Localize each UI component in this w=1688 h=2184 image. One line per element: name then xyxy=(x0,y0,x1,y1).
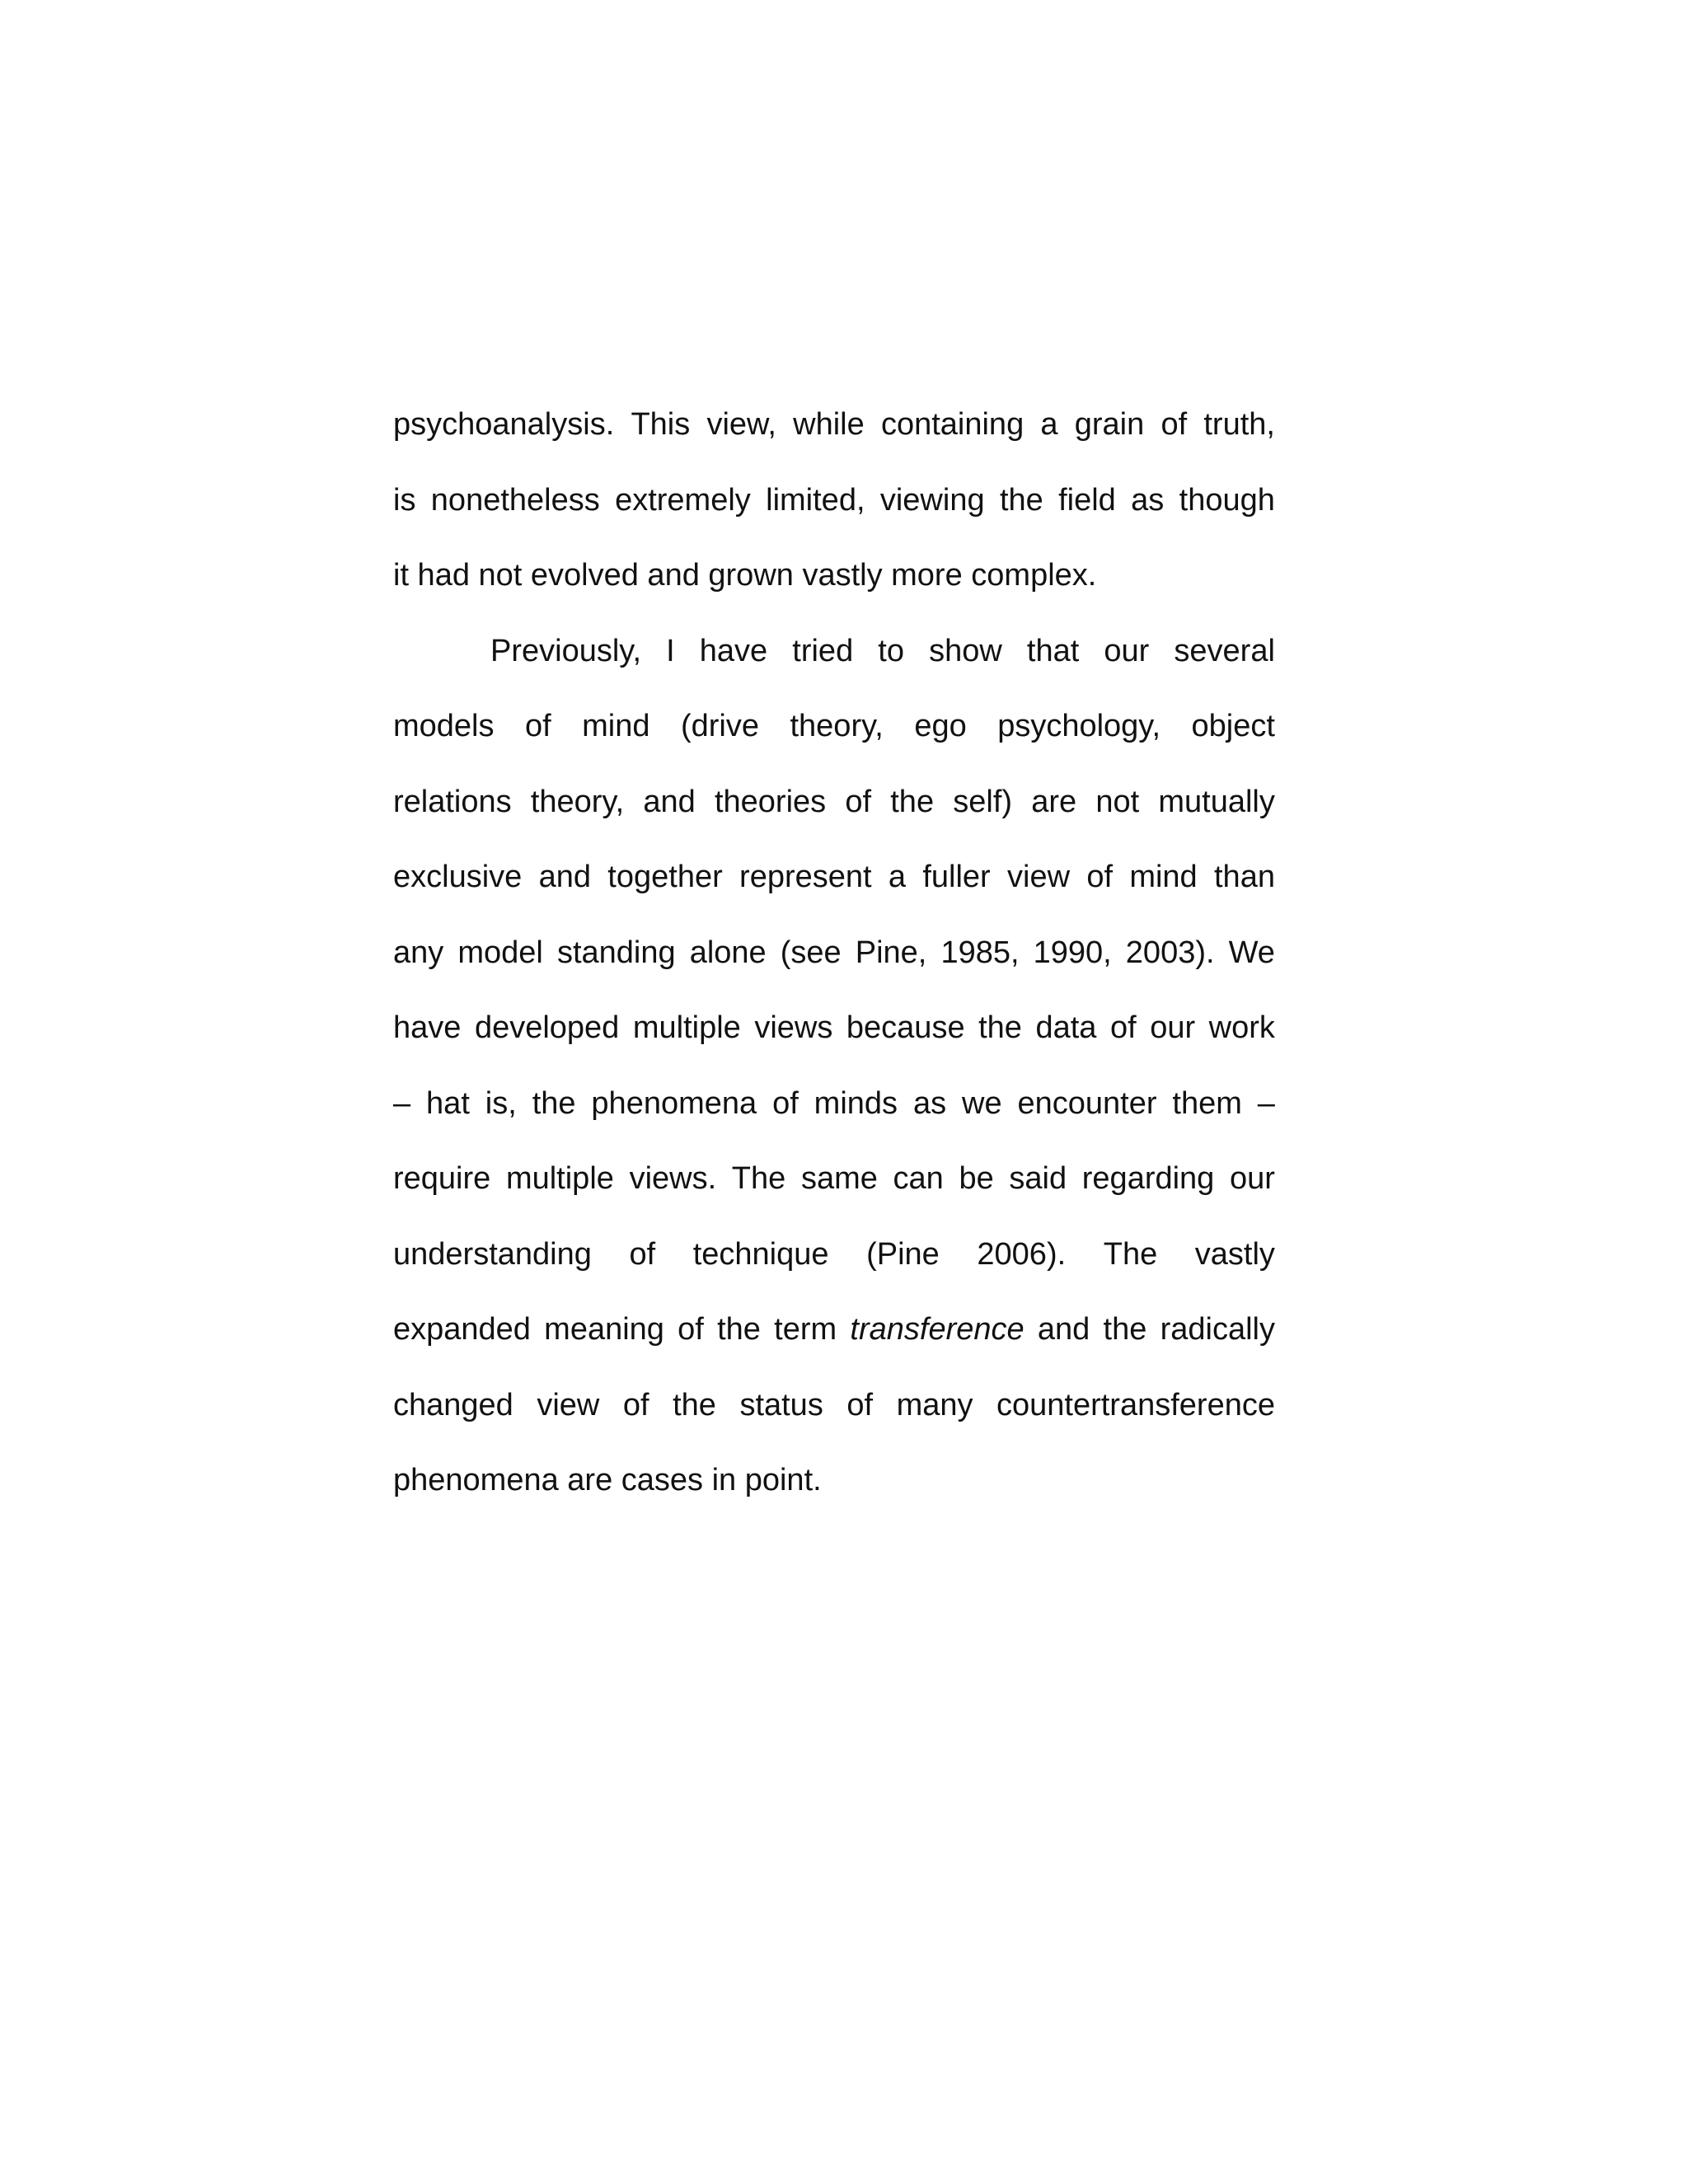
word: minds xyxy=(814,1085,898,1121)
word: require xyxy=(393,1161,491,1196)
word: the xyxy=(890,784,935,819)
text-line-11 xyxy=(393,1141,1275,1217)
word: though xyxy=(1179,482,1275,518)
word: viewing xyxy=(879,482,985,518)
word: understanding xyxy=(393,1236,592,1272)
word: is, xyxy=(485,1085,517,1121)
word: model xyxy=(457,935,543,970)
word: relations xyxy=(393,784,512,819)
text-line-15 xyxy=(393,1443,1275,1519)
word: the xyxy=(673,1387,716,1422)
word: not xyxy=(1095,784,1140,819)
word: than xyxy=(1214,860,1275,894)
word: the xyxy=(978,1010,1022,1045)
word: models xyxy=(393,709,495,743)
word: grain xyxy=(1074,407,1145,442)
word: our xyxy=(1229,1161,1275,1196)
text-line-7 xyxy=(393,840,1275,916)
word: have xyxy=(393,1010,462,1045)
word: several xyxy=(1174,633,1275,668)
word: of xyxy=(678,1312,704,1347)
word: mutually xyxy=(1158,784,1275,819)
paragraph-last-line: it had not evolved and grown vastly more complex. xyxy=(393,558,1097,593)
word: technique xyxy=(692,1236,829,1272)
text-line-13 xyxy=(393,1292,1275,1368)
word: of xyxy=(772,1085,799,1121)
justified-line xyxy=(393,463,1275,539)
word: limited, xyxy=(766,482,865,518)
word: work xyxy=(1208,1010,1275,1045)
word: (Pine xyxy=(866,1236,940,1272)
word: views xyxy=(754,1010,833,1045)
text-line-14 xyxy=(393,1368,1275,1444)
word: changed xyxy=(393,1387,513,1422)
justified-line xyxy=(393,991,1275,1066)
word: views. xyxy=(629,1161,717,1196)
word: is xyxy=(393,482,416,518)
word: of xyxy=(1109,1010,1137,1045)
word: The xyxy=(731,1161,786,1196)
word: standing xyxy=(556,935,676,970)
justified-line xyxy=(393,1141,1275,1217)
word: radically xyxy=(1160,1312,1275,1347)
word: developed xyxy=(474,1010,620,1045)
word: and xyxy=(643,784,696,819)
word: multiple xyxy=(505,1161,614,1196)
word: regarding xyxy=(1081,1161,1215,1196)
word: psychoanalysis. xyxy=(393,407,615,442)
justified-line xyxy=(393,1217,1275,1293)
word: to xyxy=(878,633,904,668)
word: 2006). xyxy=(977,1236,1067,1272)
word: theory, xyxy=(790,709,884,743)
word: transference xyxy=(850,1312,1025,1347)
word: vastly xyxy=(1194,1236,1275,1272)
word: view xyxy=(1007,860,1071,894)
word: self) xyxy=(953,784,1013,819)
word: ego xyxy=(914,709,967,743)
word: the xyxy=(717,1312,761,1347)
word: our xyxy=(1150,1010,1196,1045)
word: phenomena xyxy=(591,1085,757,1121)
justified-line xyxy=(393,840,1275,916)
text-line-8 xyxy=(393,916,1275,991)
word: be xyxy=(959,1161,994,1196)
word: view, xyxy=(706,407,776,442)
word: have xyxy=(699,633,768,668)
word: 1985, xyxy=(940,935,1020,970)
word: same xyxy=(800,1161,878,1196)
word: object xyxy=(1191,709,1275,743)
word: because xyxy=(846,1010,965,1045)
word: said xyxy=(1009,1161,1067,1196)
word: data xyxy=(1035,1010,1097,1045)
word: that xyxy=(1026,633,1080,668)
word: and xyxy=(1037,1312,1090,1347)
indented-justified-line xyxy=(393,614,1275,690)
word: term xyxy=(774,1312,837,1347)
word: them xyxy=(1172,1085,1242,1121)
justified-line xyxy=(393,689,1275,765)
justified-line xyxy=(393,1368,1275,1444)
word: Previously, xyxy=(490,633,642,668)
word: mind xyxy=(1129,860,1198,894)
word: can xyxy=(893,1161,944,1196)
word: 2003). xyxy=(1125,935,1215,970)
word: containing xyxy=(880,407,1025,442)
word: of xyxy=(629,1236,656,1272)
word: 1990, xyxy=(1033,935,1112,970)
word: I xyxy=(666,633,675,668)
word: theory, xyxy=(530,784,625,819)
word: any xyxy=(393,935,444,970)
justified-line-with-italic xyxy=(393,1292,1275,1368)
paragraph-last-line: phenomena are cases in point. xyxy=(393,1463,822,1497)
word: truth, xyxy=(1203,407,1275,442)
word: of xyxy=(845,784,872,819)
word: theories xyxy=(714,784,827,819)
word: together xyxy=(607,860,723,894)
text-line-10 xyxy=(393,1066,1275,1142)
word: view xyxy=(537,1387,600,1422)
word: encounter xyxy=(1017,1085,1157,1121)
word: as xyxy=(912,1085,947,1121)
justified-line xyxy=(393,916,1275,991)
justified-line xyxy=(393,387,1275,463)
justified-line xyxy=(393,765,1275,841)
word: multiple xyxy=(632,1010,741,1045)
word: we xyxy=(962,1085,1002,1121)
word: psychology, xyxy=(997,709,1161,743)
word: our xyxy=(1104,633,1150,668)
word: The xyxy=(1103,1236,1158,1272)
text-line-6 xyxy=(393,765,1275,841)
word: while xyxy=(793,407,865,442)
text-line-1 xyxy=(393,387,1275,463)
word: exclusive xyxy=(393,860,523,894)
word: field xyxy=(1058,482,1116,518)
word: represent xyxy=(739,860,872,894)
word: fuller xyxy=(922,860,991,894)
word: a xyxy=(1040,407,1058,442)
word: as xyxy=(1131,482,1165,518)
word: Pine, xyxy=(855,935,927,970)
word: are xyxy=(1031,784,1077,819)
word: This xyxy=(631,407,691,442)
word: (see xyxy=(780,935,842,970)
word: meaning xyxy=(544,1312,664,1347)
body-text xyxy=(393,387,1275,1519)
word: of xyxy=(622,1387,649,1422)
word: the xyxy=(532,1085,576,1121)
word: of xyxy=(1160,407,1188,442)
word: the xyxy=(999,482,1043,518)
word: status xyxy=(739,1387,823,1422)
justified-line xyxy=(393,1066,1275,1142)
word: – xyxy=(393,1085,411,1121)
word: extremely xyxy=(615,482,751,518)
text-line-5 xyxy=(393,689,1275,765)
text-line-12 xyxy=(393,1217,1275,1293)
word: – xyxy=(1257,1085,1275,1121)
word: the xyxy=(1103,1312,1147,1347)
word: (drive xyxy=(680,709,760,743)
word: a xyxy=(888,860,907,894)
word: of xyxy=(846,1387,874,1422)
word: hat xyxy=(426,1085,470,1121)
word: of xyxy=(524,709,551,743)
word: show xyxy=(929,633,1002,668)
text-line-4 xyxy=(393,614,1275,690)
word: and xyxy=(538,860,591,894)
word: mind xyxy=(582,709,650,743)
word: We xyxy=(1228,935,1275,970)
word: tried xyxy=(792,633,854,668)
word: expanded xyxy=(393,1312,531,1347)
word: many xyxy=(896,1387,973,1422)
text-line-2 xyxy=(393,463,1275,539)
word: of xyxy=(1086,860,1114,894)
word: nonetheless xyxy=(430,482,600,518)
word: countertransference xyxy=(996,1387,1275,1422)
text-line-9 xyxy=(393,991,1275,1066)
text-line-3 xyxy=(393,538,1275,614)
word: alone xyxy=(689,935,767,970)
